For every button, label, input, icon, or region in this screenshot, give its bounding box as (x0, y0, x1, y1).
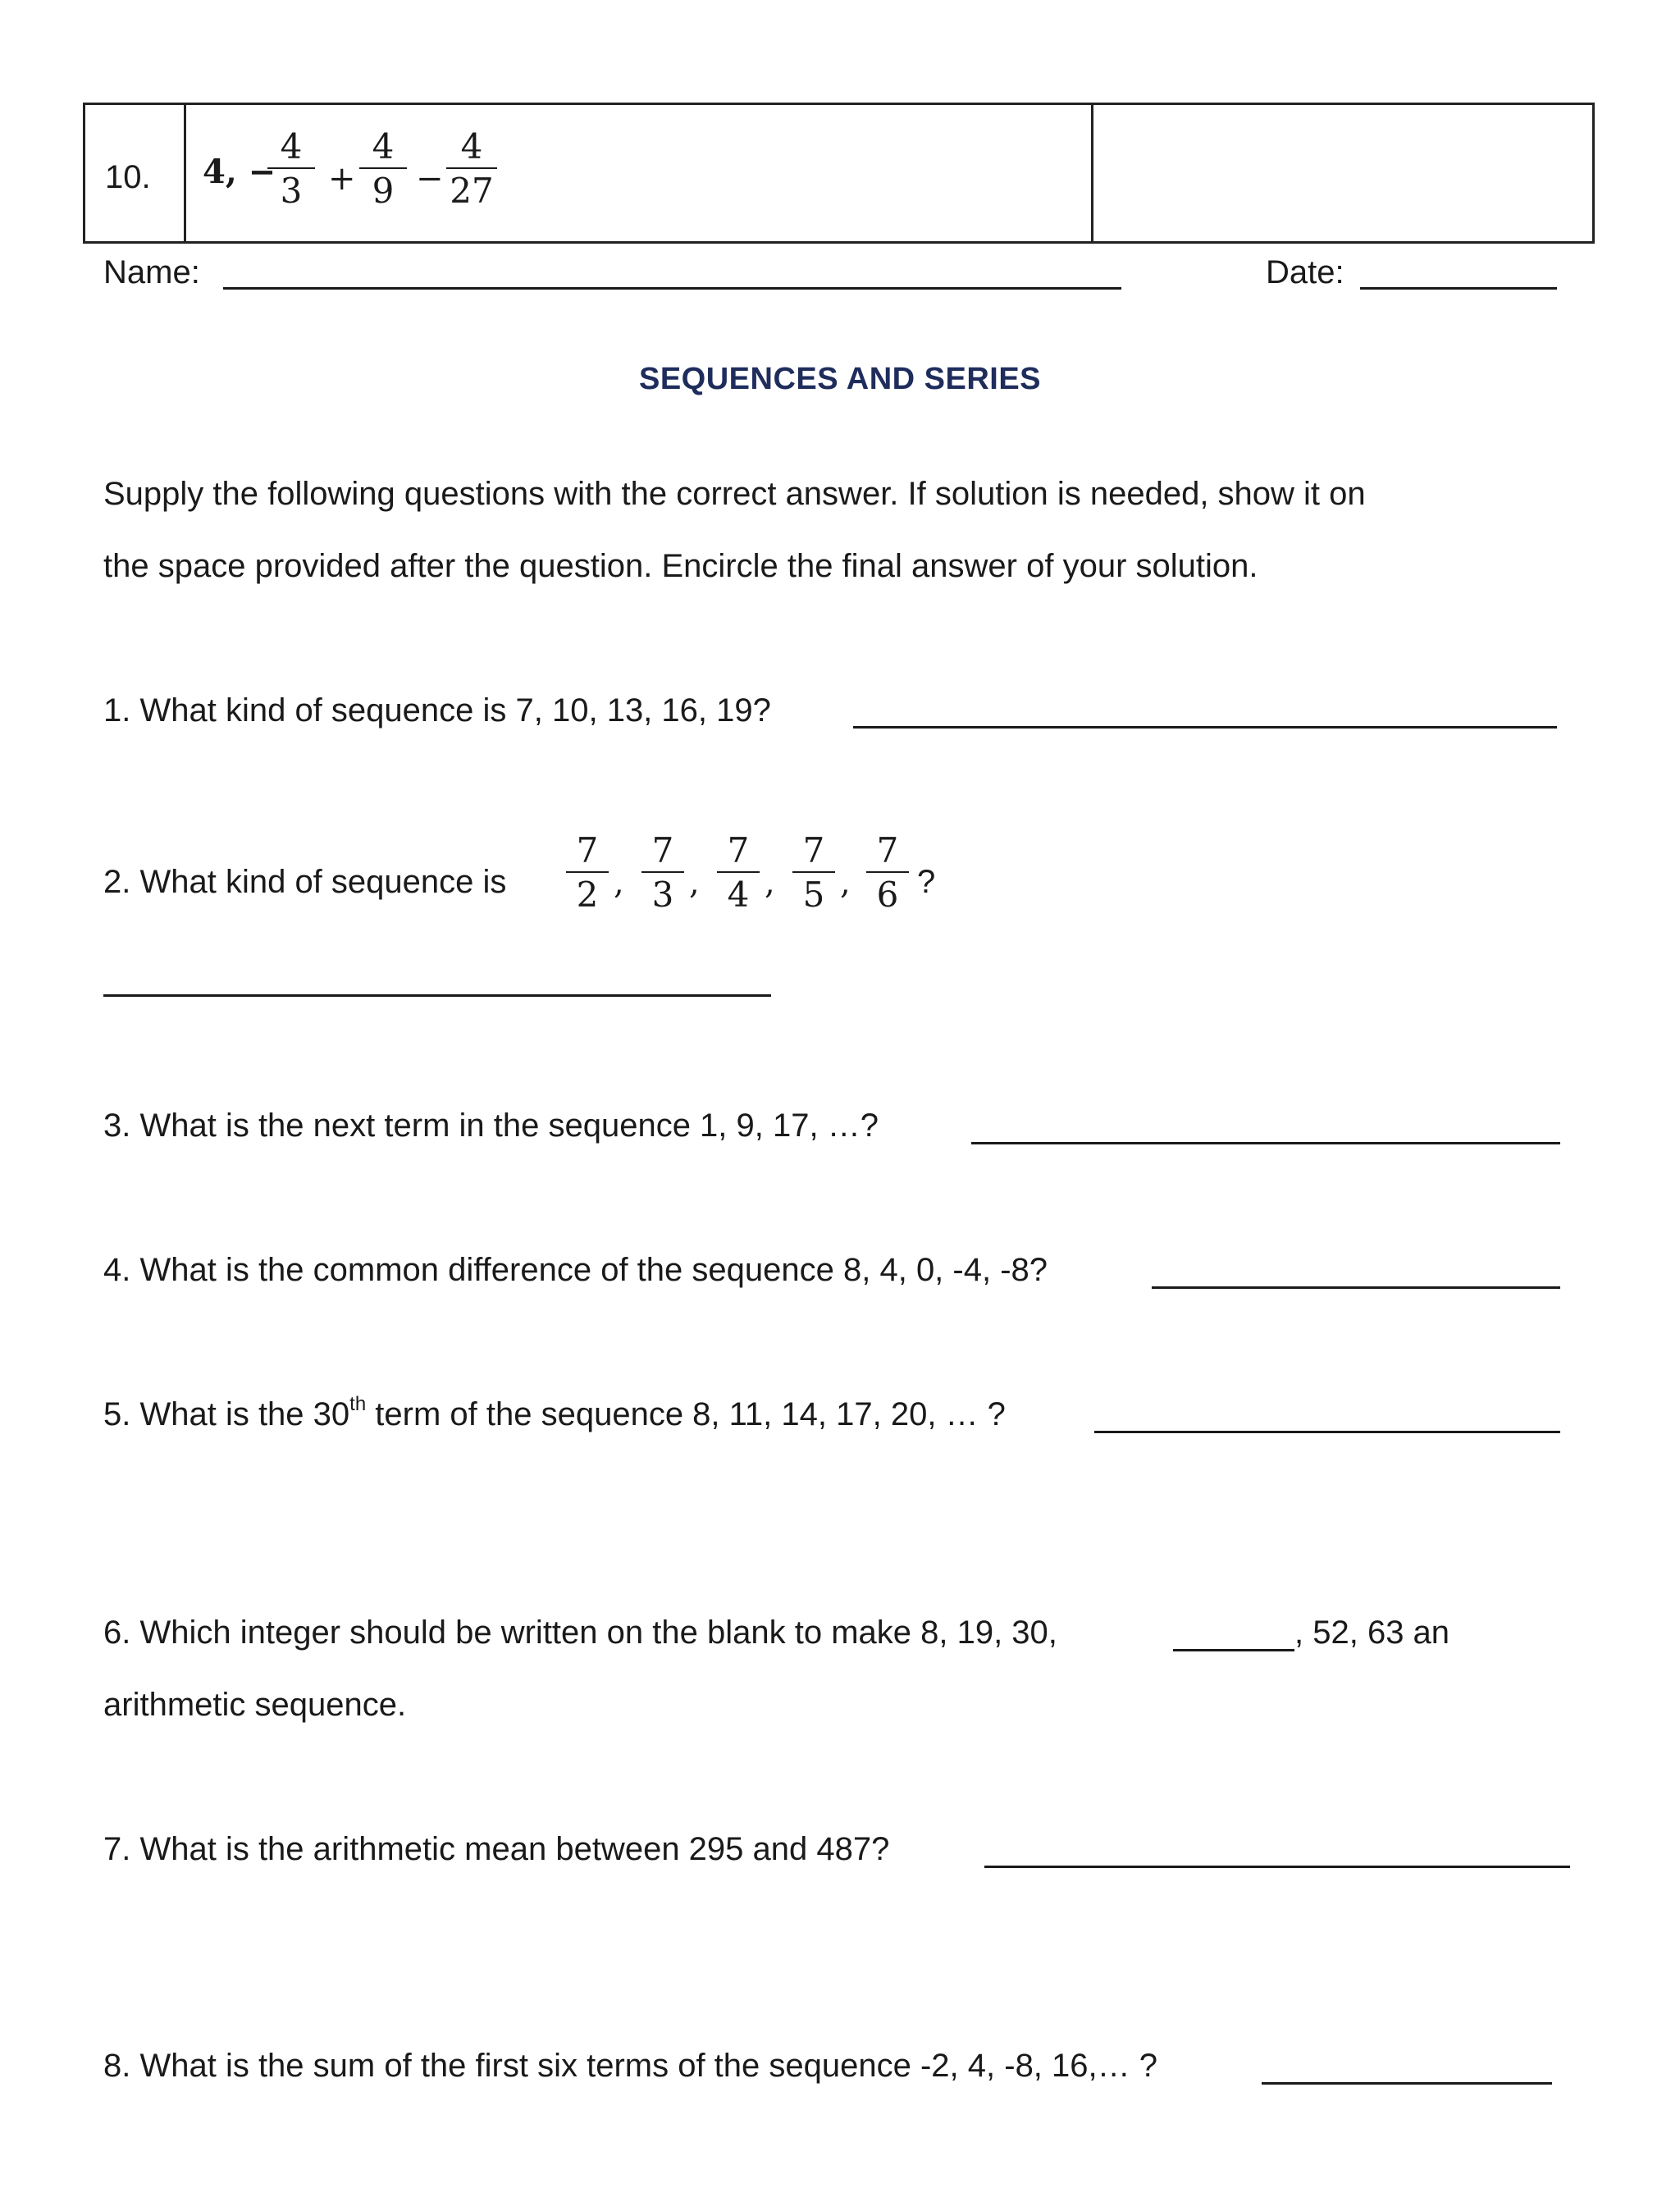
date-label: Date: (1266, 254, 1344, 290)
q2-fraction-5: 7 6 (861, 833, 914, 913)
answer-cell-divider (1091, 105, 1093, 241)
item10-op-2: − (416, 160, 444, 198)
q2-fraction-3: 7 4 (712, 833, 765, 913)
question-6: 6. Which integer should be written on the blank to make 8, 19, 30, (103, 1615, 1057, 1651)
answer-line-2[interactable] (103, 994, 771, 997)
q2-question-mark: ? (917, 864, 936, 900)
q2-comma-2: , (689, 864, 700, 902)
question-4: 4. What is the common difference of the sequence 8, 4, 0, -4, -8? (103, 1252, 1048, 1288)
instructions-line-2: the space provided after the question. Encircle the final answer of your solution. (103, 548, 1258, 584)
q2-comma-3: , (765, 864, 775, 902)
answer-line-3[interactable] (971, 1142, 1560, 1144)
item10-fraction-1: 4 3 (262, 129, 320, 209)
q2-fraction-1: 7 2 (561, 833, 614, 913)
name-label: Name: (103, 254, 200, 290)
q2-comma-4: , (840, 864, 851, 902)
question-3: 3. What is the next term in the sequence 1, 9, 17, …? (103, 1108, 879, 1144)
q2-fraction-2: 7 3 (637, 833, 689, 913)
question-2: 2. What kind of sequence is (103, 864, 507, 900)
question-8: 8. What is the sum of the first six terms of the sequence -2, 4, -8, 16,… ? (103, 2048, 1157, 2084)
question-7: 7. What is the arithmetic mean between 295 and 487? (103, 1831, 890, 1867)
worksheet-title: SEQUENCES AND SERIES (638, 362, 1042, 396)
row-number-cell (85, 105, 186, 241)
answer-line-5[interactable] (1094, 1431, 1560, 1433)
answer-line-8[interactable] (1262, 2082, 1552, 2085)
date-field[interactable] (1360, 287, 1557, 290)
answer-line-7[interactable] (984, 1866, 1570, 1868)
item10-op-1: + (328, 160, 356, 198)
item10-fraction-2: 4 9 (354, 129, 412, 209)
answer-line-6[interactable] (1173, 1649, 1294, 1651)
question-6-line-2: arithmetic sequence. (103, 1687, 407, 1723)
question-5: 5. What is the 30th term of the sequence 8, 11, 14, 17, 20, … ? (103, 1393, 1006, 1432)
answer-line-1[interactable] (853, 726, 1557, 729)
q2-comma-1: , (614, 864, 624, 902)
question-6-tail: , 52, 63 an (1294, 1615, 1450, 1651)
name-field[interactable] (223, 287, 1121, 290)
row-number: 10. (105, 159, 151, 195)
answer-line-4[interactable] (1152, 1286, 1560, 1289)
item10-lead: 4, − (203, 153, 276, 191)
item10-fraction-3: 4 27 (441, 129, 502, 209)
instructions-line-1: Supply the following questions with the correct answer. If solution is needed, show it on (103, 476, 1366, 512)
question-1: 1. What kind of sequence is 7, 10, 13, 16, 19? (103, 692, 771, 729)
q2-fraction-4: 7 5 (788, 833, 840, 913)
